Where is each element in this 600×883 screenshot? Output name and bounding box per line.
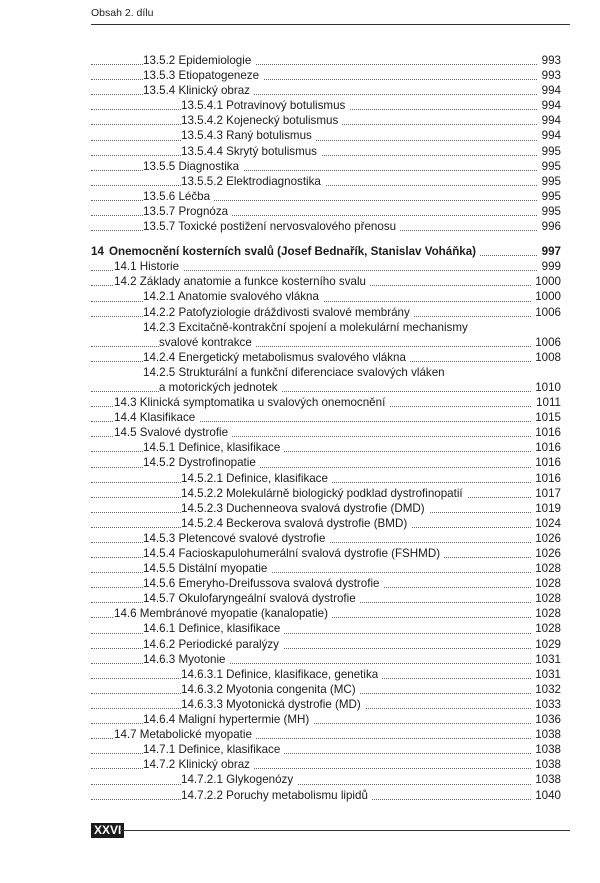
toc-entry — [91, 320, 561, 335]
toc-entry-page: 1028 — [531, 561, 561, 576]
toc-entry-title: 14.2.4 Energetický metabolismus svalového vlákna — [143, 351, 410, 364]
toc-entry-page: 1026 — [531, 546, 561, 561]
toc-entry-title: 14.6.3.1 Definice, klasifikace, genetika — [181, 668, 382, 681]
toc-entry-page: 1016 — [531, 425, 561, 440]
toc-entry-page: 1028 — [531, 606, 561, 621]
toc-entry-page: 1028 — [531, 591, 561, 606]
toc-entry-page: 1038 — [531, 742, 561, 757]
toc-entry — [91, 395, 561, 410]
toc-entry-title: 14.6.1 Definice, klasifikace — [143, 622, 284, 635]
toc-entry-title: 13.5.4 Klinický obraz — [143, 84, 254, 97]
toc-entry — [91, 174, 561, 189]
toc-entry-title: 14.5.4 Facioskapulohumerální svalová dystrofie (FSHMD) — [143, 547, 444, 560]
toc-entry-title: 14.7.2.1 Glykogenózy — [181, 773, 297, 786]
toc-entry-page: 994 — [538, 98, 561, 113]
toc-chapter-number: 14 — [91, 245, 104, 259]
toc-entry-page: 995 — [538, 144, 561, 159]
toc-entry-title: 13.5.7 Toxické postižení nervosvalového přenosu — [143, 220, 400, 233]
toc-entry — [91, 516, 561, 531]
toc-entry-title: 14.6.3 Myotonie — [143, 653, 230, 666]
table-of-contents — [91, 53, 561, 803]
toc-entry-title: 14.2 Základy anatomie a funkce kosterního svalu — [114, 275, 370, 288]
toc-entry-page: 1032 — [531, 682, 561, 697]
toc-entry-title: 14.6 Membránové myopatie (kanalopatie) — [114, 607, 332, 620]
toc-entry-page: 1028 — [531, 621, 561, 636]
toc-entry-page: 999 — [538, 259, 561, 274]
toc-entry-title: 14.7.2 Klinický obraz — [143, 758, 254, 771]
toc-entry — [91, 727, 561, 742]
toc-chapter-entry — [91, 244, 561, 259]
toc-entry-page: 1006 — [531, 305, 561, 320]
toc-entry — [91, 757, 561, 772]
toc-entry-title: 14.4 Klasifikace — [114, 411, 199, 424]
toc-entry — [91, 425, 561, 440]
toc-entry — [91, 128, 561, 143]
toc-entry-page: 1029 — [531, 637, 561, 652]
toc-entry — [91, 652, 561, 667]
toc-leader-dots — [91, 140, 561, 141]
toc-entry — [91, 561, 561, 576]
toc-entry — [91, 289, 561, 304]
running-head: Obsah 2. dílu — [91, 7, 154, 19]
toc-entry-title: 14.5.2.4 Beckerova svalová dystrofie (BMD) — [181, 517, 411, 530]
toc-entry — [91, 667, 561, 682]
toc-entry-page: 1017 — [531, 486, 561, 501]
toc-entry-title: 13.5.5 Diagnostika — [143, 160, 243, 173]
toc-entry-title: 14.5.1 Definice, klasifikace — [143, 441, 284, 454]
toc-entry-title: 14.2.1 Anatomie svalového vlákna — [143, 290, 323, 303]
toc-entry — [91, 440, 561, 455]
toc-entry — [91, 621, 561, 636]
toc-leader-dots — [91, 155, 561, 156]
toc-entry-title: a motorických jednotek — [159, 381, 282, 394]
toc-entry-page: 1016 — [531, 455, 561, 470]
toc-entry-title: 13.5.7 Prognóza — [143, 205, 232, 218]
toc-entry-page: 1019 — [531, 501, 561, 516]
toc-entry-page: 993 — [538, 68, 561, 83]
toc-entry-page: 1006 — [531, 335, 561, 350]
toc-entry-page: 1016 — [531, 440, 561, 455]
toc-leader-dots — [91, 784, 561, 785]
page-number: XXVI — [91, 823, 124, 838]
toc-entry-title: 14.3 Klinická symptomatika u svalových onemocnění — [114, 396, 389, 409]
toc-entry-page: 1015 — [531, 410, 561, 425]
toc-entry-page: 994 — [538, 113, 561, 128]
toc-entry-title: 14.5.3 Pletencové svalové dystrofie — [143, 532, 329, 545]
toc-entry — [91, 486, 561, 501]
toc-entry — [91, 204, 561, 219]
toc-entry-page: 1031 — [531, 652, 561, 667]
toc-entry-page: 1038 — [531, 772, 561, 787]
footer-rule — [120, 830, 570, 831]
toc-entry-title: 14.1 Historie — [114, 260, 183, 273]
toc-entry — [91, 335, 561, 350]
toc-entry-title: 13.5.4.3 Raný botulismus — [181, 129, 316, 142]
toc-entry-title: 14.6.3.3 Myotonická dystrofie (MD) — [181, 698, 365, 711]
toc-entry-title: 14.5.2 Dystrofinopatie — [143, 456, 260, 469]
toc-entry-page: 1026 — [531, 531, 561, 546]
toc-entry-page: 994 — [538, 83, 561, 98]
toc-entry — [91, 682, 561, 697]
toc-entry-page: 1000 — [531, 274, 561, 289]
toc-entry — [91, 471, 561, 486]
toc-entry — [91, 113, 561, 128]
toc-entry-title: 14.5.2.1 Definice, klasifikace — [181, 472, 332, 485]
toc-entry — [91, 410, 561, 425]
toc-entry-title: Onemocnění kosterních svalů (Josef Bednařík, Stanislav Voháňka) — [109, 245, 477, 259]
toc-entry-page: 1024 — [531, 516, 561, 531]
toc-entry-page: 995 — [538, 174, 561, 189]
toc-entry-title: 13.5.4.1 Potravinový botulismus — [181, 99, 349, 112]
toc-entry-title: 14.5.2.2 Molekulárně biologický podklad dystrofinopatií — [181, 487, 467, 500]
toc-entry — [91, 274, 561, 289]
toc-entry-page: 1008 — [531, 350, 561, 365]
toc-entry-title: 14.7.1 Definice, klasifikace — [143, 743, 284, 756]
toc-entry-page: 1010 — [531, 380, 561, 395]
toc-entry — [91, 501, 561, 516]
toc-entry — [91, 697, 561, 712]
toc-entry-page: 1000 — [531, 289, 561, 304]
toc-entry-title: 14.5.2.3 Duchenneova svalová dystrofie (DMD) — [181, 502, 429, 515]
toc-entry-page: 1011 — [532, 395, 561, 410]
toc-entry-title: 14.5.6 Emeryho-Dreifussova svalová dystrofie — [143, 577, 384, 590]
toc-entry-page: 995 — [538, 204, 561, 219]
toc-entry — [91, 788, 561, 803]
toc-entry-page: 993 — [538, 53, 561, 68]
toc-leader-dots — [91, 185, 561, 186]
toc-entry-title: svalové kontrakce — [159, 336, 256, 349]
toc-entry-title: 14.7.2.2 Poruchy metabolismu lipidů — [181, 789, 372, 802]
toc-entry-page: 1028 — [531, 576, 561, 591]
toc-entry-title: 14.2.2 Patofyziologie dráždivosti svalové membrány — [143, 306, 414, 319]
toc-entry-title: 14.6.2 Periodické paralýzy — [143, 638, 283, 651]
toc-entry — [91, 380, 561, 395]
toc-entry — [91, 144, 561, 159]
toc-entry-page: 995 — [538, 189, 561, 204]
toc-entry-title: 14.2.5 Strukturální a funkční diferenciace svalových vláken — [143, 366, 449, 379]
toc-entry — [91, 455, 561, 470]
toc-entry — [91, 576, 561, 591]
toc-entry — [91, 68, 561, 83]
header-rule — [91, 24, 570, 25]
toc-entry — [91, 83, 561, 98]
toc-entry-title: 14.5.7 Okulofaryngeální svalová dystrofie — [143, 592, 360, 605]
toc-entry — [91, 531, 561, 546]
toc-entry — [91, 546, 561, 561]
toc-entry — [91, 712, 561, 727]
toc-entry-title: 14.6.4 Maligní hypertermie (MH) — [143, 713, 313, 726]
toc-entry — [91, 365, 561, 380]
toc-entry-title: 13.5.4.2 Kojenecký botulismus — [181, 114, 342, 127]
toc-entry — [91, 189, 561, 204]
toc-entry-page: 995 — [538, 159, 561, 174]
toc-entry-title: 14.5 Svalové dystrofie — [114, 426, 232, 439]
toc-entry — [91, 637, 561, 652]
toc-entry — [91, 53, 561, 68]
toc-entry — [91, 591, 561, 606]
toc-entry-title: 14.5.5 Distální myopatie — [143, 562, 271, 575]
toc-entry — [91, 159, 561, 174]
toc-entry — [91, 259, 561, 274]
toc-entry-page: 1031 — [531, 667, 561, 682]
toc-entry-page: 1038 — [531, 727, 561, 742]
toc-entry — [91, 742, 561, 757]
toc-entry-page: 1036 — [531, 712, 561, 727]
toc-entry — [91, 350, 561, 365]
toc-entry — [91, 98, 561, 113]
toc-entry-page: 1033 — [531, 697, 561, 712]
toc-entry-page: 1038 — [531, 757, 561, 772]
toc-entry-title: 13.5.6 Léčba — [143, 190, 214, 203]
toc-entry-page: 997 — [538, 244, 561, 259]
toc-entry-page: 1016 — [531, 471, 561, 486]
toc-entry-page: 1040 — [531, 788, 561, 803]
toc-entry-title: 13.5.4.4 Skrytý botulismus — [181, 145, 321, 158]
toc-entry-title: 14.7 Metabolické myopatie — [114, 728, 256, 741]
toc-entry — [91, 606, 561, 621]
toc-entry-title: 13.5.3 Etiopatogeneze — [143, 69, 263, 82]
toc-entry-page: 996 — [538, 219, 561, 234]
toc-entry-title: 14.6.3.2 Myotonia congenita (MC) — [181, 683, 360, 696]
toc-entry-title: 13.5.2 Epidemiologie — [143, 54, 255, 67]
toc-entry-page: 994 — [538, 128, 561, 143]
toc-entry-title: 13.5.5.2 Elektrodiagnostika — [181, 175, 325, 188]
toc-entry — [91, 305, 561, 320]
toc-entry-title: 14.2.3 Excitačně-kontrakční spojení a molekulární mechanismy — [143, 321, 472, 334]
toc-entry — [91, 772, 561, 787]
toc-entry — [91, 219, 561, 234]
